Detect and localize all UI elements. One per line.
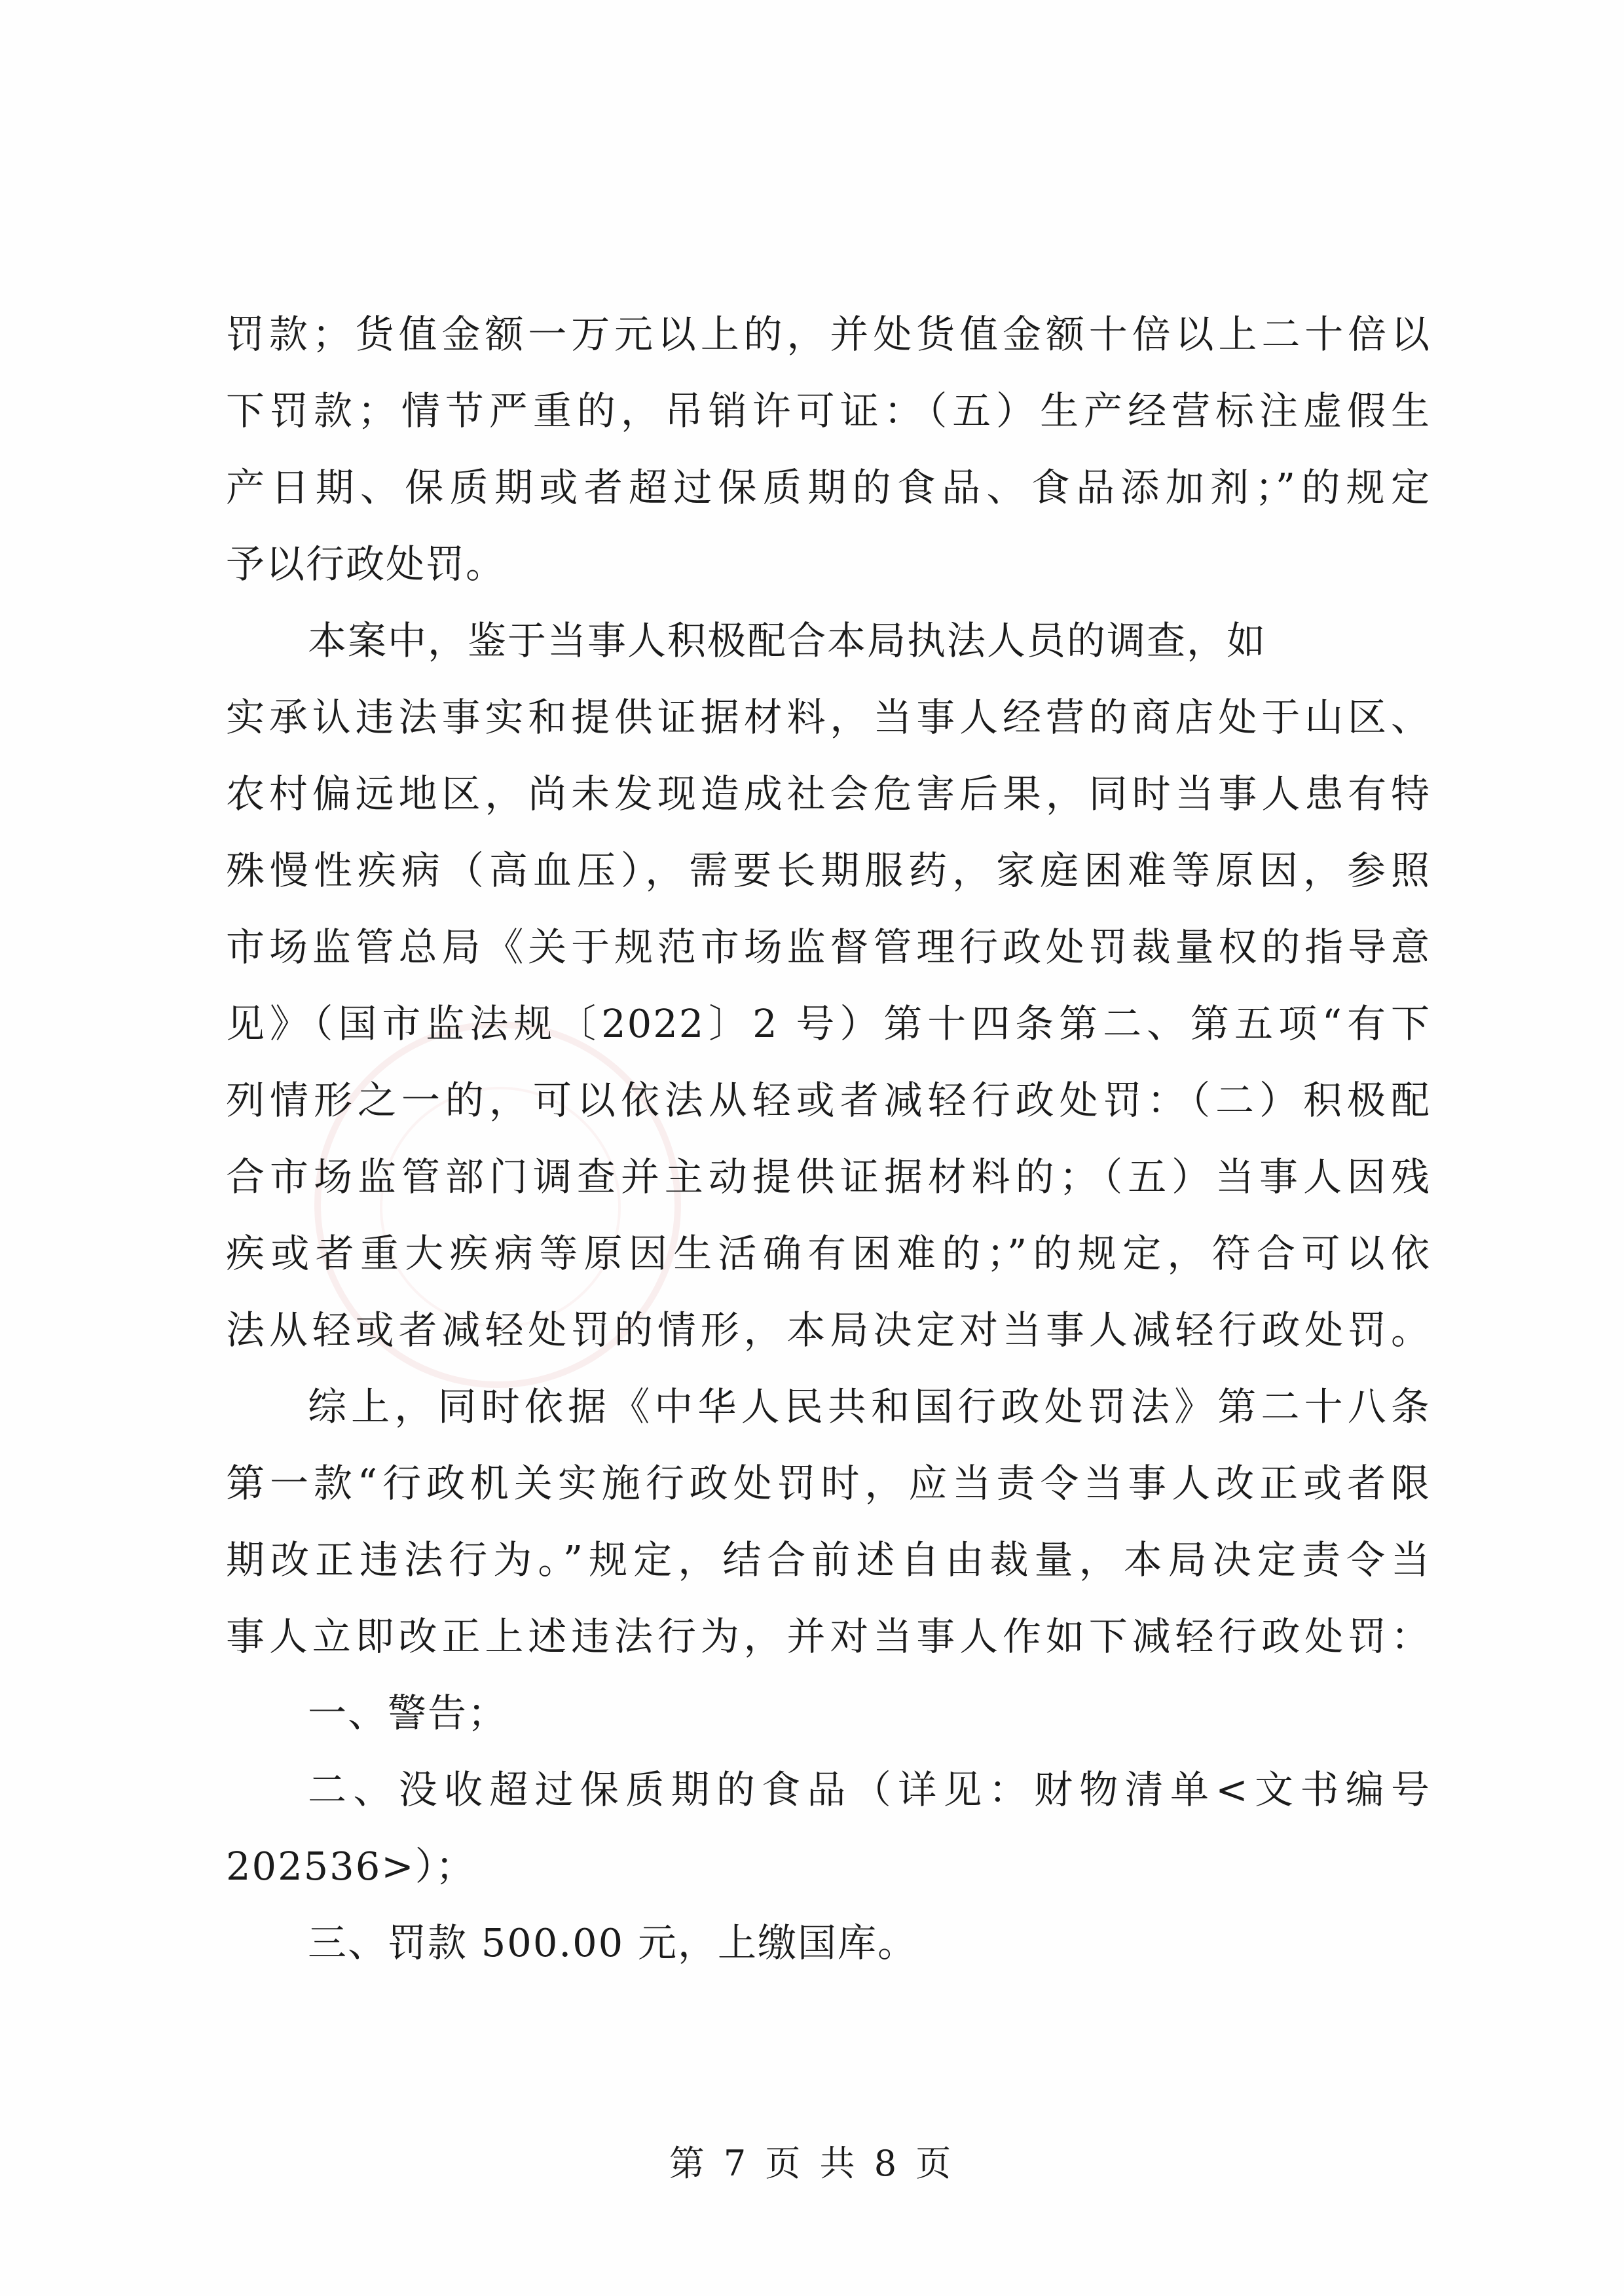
body-line: 合市场监管部门调查并主动提供证据材料的；（五）当事人因残 bbox=[226, 1154, 1431, 1199]
decision-item-confiscation: 二、没收超过保质期的食品（详见：财物清单<文书编号 bbox=[308, 1767, 1431, 1812]
document-body bbox=[226, 296, 1431, 1981]
body-line: 市场监管总局《关于规范市场监督管理行政处罚裁量权的指导意 bbox=[226, 924, 1431, 970]
body-line: 殊慢性疾病（高血压），需要长期服药，家庭困难等原因，参照 bbox=[226, 848, 1431, 893]
body-line: 见》（国市监法规〔2022〕2 号）第十四条第二、第五项“有下 bbox=[226, 1001, 1431, 1046]
body-line: 期改正违法行为。”规定，结合前述自由裁量，本局决定责令当 bbox=[226, 1537, 1431, 1582]
body-line: 本案中，鉴于当事人积极配合本局执法人员的调查，如 bbox=[308, 618, 1267, 663]
decision-item-confiscation-cont: 202536>）； bbox=[226, 1844, 476, 1889]
body-line: 综上，同时依据《中华人民共和国行政处罚法》第二十八条 bbox=[308, 1384, 1431, 1429]
body-line: 法从轻或者减轻处罚的情形，本局决定对当事人减轻行政处罚。 bbox=[226, 1307, 1431, 1353]
body-line: 产日期、保质期或者超过保质期的食品、食品添加剂；”的规定 bbox=[226, 465, 1431, 510]
body-line: 实承认违法事实和提供证据材料，当事人经营的商店处于山区、 bbox=[226, 695, 1431, 740]
page-number-footer: 第 7 页 共 8 页 bbox=[669, 2143, 955, 2184]
body-line: 疾或者重大疾病等原因生活确有困难的；”的规定，符合可以依 bbox=[226, 1231, 1431, 1276]
body-line: 第一款“行政机关实施行政处罚时，应当责令当事人改正或者限 bbox=[226, 1461, 1431, 1506]
body-line: 予以行政处罚。 bbox=[226, 541, 506, 587]
body-line: 事人立即改正上述违法行为，并对当事人作如下减轻行政处罚： bbox=[226, 1614, 1431, 1659]
body-line: 列情形之一的，可以依法从轻或者减轻行政处罚：（二）积极配 bbox=[226, 1078, 1431, 1123]
body-line: 下罚款；情节严重的，吊销许可证：（五）生产经营标注虚假生 bbox=[226, 388, 1431, 433]
decision-item-fine: 三、罚款 500.00 元，上缴国库。 bbox=[308, 1920, 917, 1965]
body-line: 罚款；货值金额一万元以上的，并处货值金额十倍以上二十倍以 bbox=[226, 312, 1431, 357]
body-line: 农村偏远地区，尚未发现造成社会危害后果，同时当事人患有特 bbox=[226, 771, 1431, 816]
decision-item-warning: 一、警告； bbox=[308, 1690, 508, 1736]
